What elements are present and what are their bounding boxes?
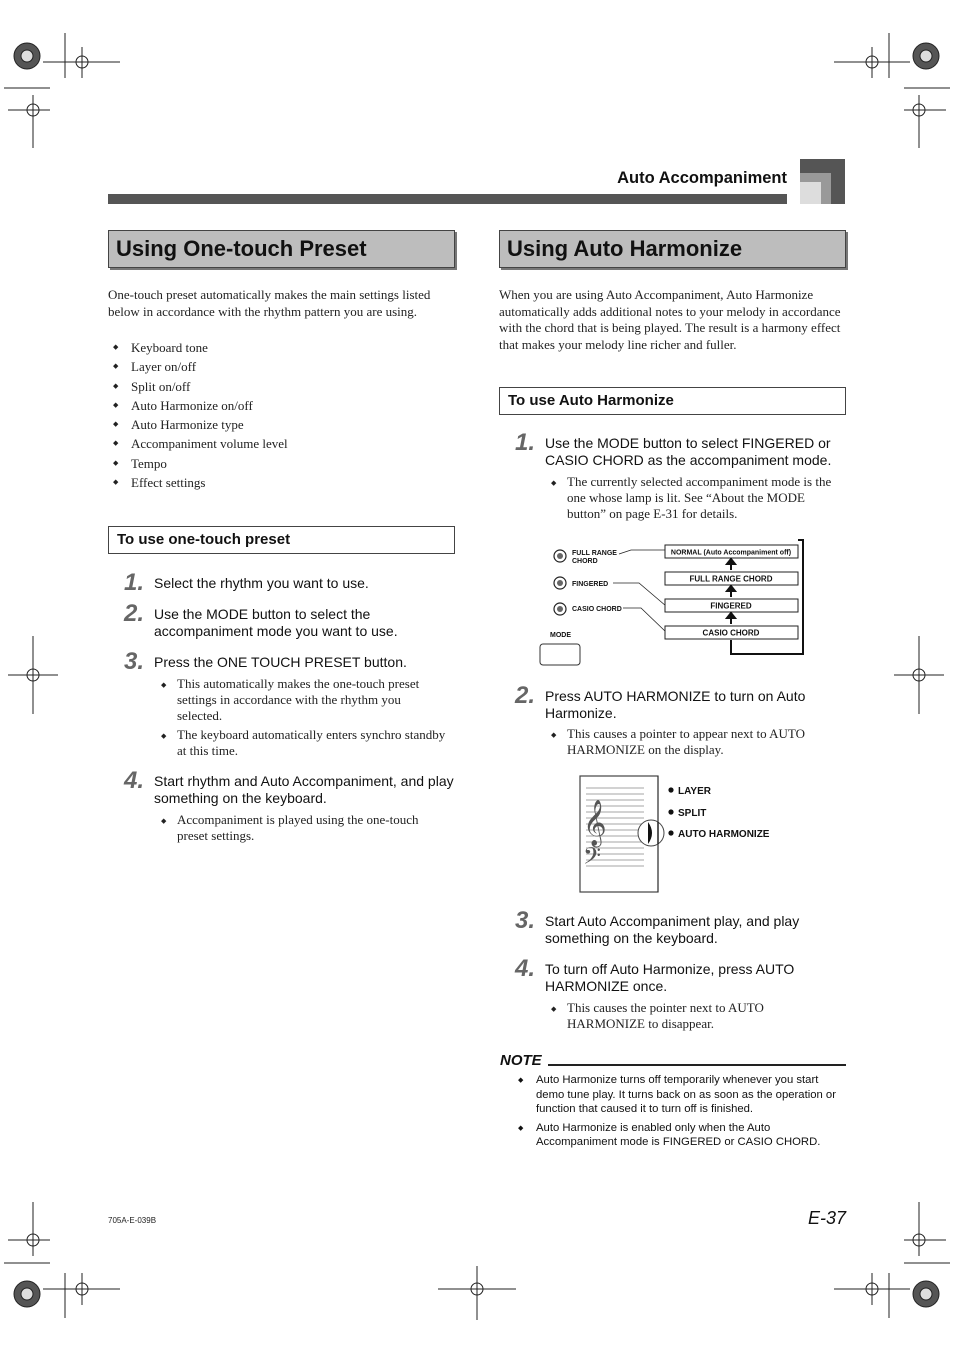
section-header-title: Auto Accompaniment xyxy=(617,169,787,187)
list-item: ◆ The keyboard automatically enters synchro standby at this time. xyxy=(161,727,449,759)
left-step-4-notes xyxy=(161,812,449,847)
mode-lamp xyxy=(554,603,566,615)
note-rule xyxy=(548,1064,846,1066)
note-list xyxy=(518,1073,848,1154)
list-item: ◆ This causes a pointer to appear next to AUTO HARMONIZE on the display. xyxy=(551,726,844,758)
indicator-dot xyxy=(668,809,673,814)
right-step-4-notes xyxy=(551,1000,844,1035)
list-item: ◆ Auto Harmonize is enabled only when the Auto Accompaniment mode is FINGERED or CASIO CHORD. xyxy=(518,1121,848,1150)
step-text: Press the ONE TOUCH PRESET button. xyxy=(154,654,407,670)
mode-button xyxy=(540,644,580,665)
list-item: ◆ Split on/off xyxy=(108,377,448,396)
list-item: ◆ Keyboard tone xyxy=(108,338,448,357)
mode-lamp xyxy=(554,577,566,589)
left-step-3-notes xyxy=(161,676,449,762)
section-tab-marker xyxy=(800,159,845,204)
step-text: Select the rhythm you want to use. xyxy=(154,575,369,591)
indicator-auto-harmonize: AUTO HARMONIZE xyxy=(678,829,770,840)
step-text: Press AUTO HARMONIZE to turn on Auto Harmonize. xyxy=(545,688,806,721)
lamp-label: FULL RANGE xyxy=(572,550,617,557)
lamp-label: FINGERED xyxy=(572,581,609,588)
one-touch-preset-intro: One-touch preset automatically makes the main settings listed below in accordance with the rhythm pattern you are using. xyxy=(108,287,431,319)
document-code: 705A-E-039B xyxy=(108,1216,157,1225)
list-item: ◆ Auto Harmonize on/off xyxy=(108,396,448,415)
list-item: ◆ Auto Harmonize turns off temporarily whenever you start demo tune play. It turns back on as soon as the operation or function that caused it to turn off is finished. xyxy=(518,1073,848,1117)
step-number: 1. xyxy=(124,569,145,596)
one-touch-preset-title: Using One-touch Preset xyxy=(108,230,455,268)
lamp-label: CASIO CHORD xyxy=(572,606,622,613)
treble-clef-icon: 𝄞 xyxy=(583,800,607,846)
mode-lamp xyxy=(554,550,566,562)
step-number: 1. xyxy=(515,429,536,456)
step-number: 2. xyxy=(515,682,536,709)
lamp-label: CHORD xyxy=(572,558,598,565)
sequence-normal: NORMAL (Auto Accompaniment off) xyxy=(670,549,792,557)
list-item: ◆ Auto Harmonize type xyxy=(108,415,448,434)
list-item: ◆ The currently selected accompaniment mode is the one whose lamp is lit. See “About the MODE button” on page E-31 for details. xyxy=(551,474,844,522)
one-touch-procedure-title: To use one-touch preset xyxy=(108,526,455,554)
page-number: E-37 xyxy=(807,1208,846,1228)
step-number: 4. xyxy=(124,767,145,794)
header-rule xyxy=(108,194,787,204)
step-text: Use the MODE button to select the accompaniment mode you want to use. xyxy=(154,606,398,639)
step-text: Start Auto Accompaniment play, and play something on the keyboard. xyxy=(545,913,800,946)
sequence-fingered: FINGERED xyxy=(710,601,752,611)
step-number: 2. xyxy=(124,600,145,627)
auto-harmonize-procedure-title: To use Auto Harmonize xyxy=(499,387,846,415)
list-item: ◆ Accompaniment is played using the one-touch preset settings. xyxy=(161,812,449,844)
list-item: ◆ Layer on/off xyxy=(108,357,448,376)
preset-settings-list xyxy=(108,338,448,492)
list-item: ◆ This automatically makes the one-touch preset settings in accordance with the rhythm you selected. xyxy=(161,676,449,724)
right-step-2-notes xyxy=(551,726,844,761)
indicator-split: SPLIT xyxy=(678,808,707,819)
list-item: ◆ Effect settings xyxy=(108,473,448,492)
indicator-layer: LAYER xyxy=(678,786,711,797)
step-number: 4. xyxy=(515,955,536,982)
bass-clef-icon: 𝄢 xyxy=(583,842,602,875)
auto-harmonize-intro: When you are using Auto Accompaniment, Auto Harmonize automatically adds additional notes to your melody in accordance with the chord that is being played. The result is a harmony effect that makes your melody line richer and fuller. xyxy=(499,287,841,352)
right-step-1-notes xyxy=(551,474,844,525)
mode-cycle-diagram xyxy=(536,536,811,668)
indicator-dot xyxy=(668,787,673,792)
step-number: 3. xyxy=(515,907,536,934)
display-diagram xyxy=(578,772,778,896)
note-label: NOTE xyxy=(500,1052,542,1069)
step-text: To turn off Auto Harmonize, press AUTO HARMONIZE once. xyxy=(545,961,795,994)
list-item: ◆ Accompaniment volume level xyxy=(108,434,448,453)
auto-harmonize-title: Using Auto Harmonize xyxy=(499,230,846,268)
step-number: 3. xyxy=(124,648,145,675)
sequence-casio-chord: CASIO CHORD xyxy=(702,628,760,638)
step-text: Start rhythm and Auto Accompaniment, and play something on the keyboard. xyxy=(154,773,454,806)
indicator-dot xyxy=(668,830,673,835)
mode-button-label: MODE xyxy=(550,632,571,639)
sequence-full-range-chord: FULL RANGE CHORD xyxy=(689,574,773,584)
step-text: Use the MODE button to select FINGERED or CASIO CHORD as the accompaniment mode. xyxy=(545,435,832,468)
list-item: ◆ Tempo xyxy=(108,454,448,473)
list-item: ◆ This causes the pointer next to AUTO HARMONIZE to disappear. xyxy=(551,1000,844,1032)
